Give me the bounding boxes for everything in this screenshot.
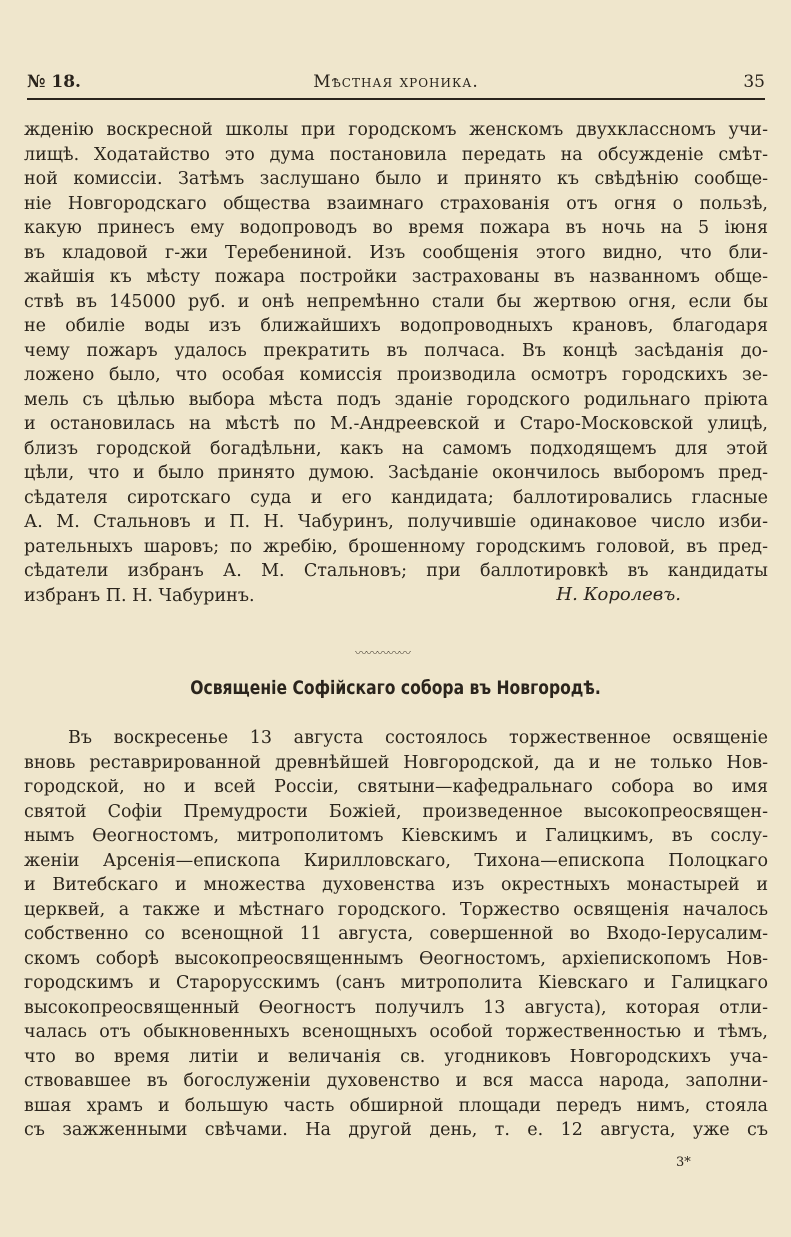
- text-line: вшая храмъ и большую часть обширной площади передъ нимъ, стояла: [24, 1095, 768, 1116]
- text-line: и Витебскаго и множества духовенства изъ окрестныхъ монастырей и: [24, 875, 768, 895]
- author-signature: Н. Королевъ.: [556, 584, 681, 605]
- text-line: ной комиссіи. Затѣмъ заслушано было и принято къ свѣдѣнію сообще-: [24, 169, 768, 189]
- text-line: жайшія къ мѣсту пожара постройки застрахованы въ названномъ обще-: [24, 267, 768, 287]
- text-line: городскимъ и Старорусскимъ (санъ митрополита Кіевскаго и Галицкаго: [24, 973, 768, 993]
- text-line: мель съ цѣлью выбора мѣста подъ зданіе городского родильнаго пріюта: [24, 389, 768, 410]
- text-line: городской, но и всей Россіи, святыни—кафедральнаго собора во имя: [24, 777, 768, 797]
- text-line: съ зажженными свѣчами. На другой день, т. е. 12 августа, уже съ: [24, 1120, 768, 1140]
- text-line: ствѣ въ 145000 руб. и онѣ непремѣнно стали бы жертвою огня, если бы: [24, 291, 768, 312]
- text-line: высокопреосвященный Ѳеогностъ получилъ 13 августа), которая отли-: [24, 997, 768, 1018]
- text-line: женіи Арсенія—епископа Кирилловскаго, Тихона—епископа Полоцкаго: [24, 850, 768, 871]
- issue-number: № 18.: [27, 72, 81, 92]
- text-line: цѣли, что и было принято думою. Засѣданіе окончилось выборомъ пред-: [24, 463, 768, 483]
- paragraph-chronicle: [24, 118, 768, 608]
- text-line: какую принесъ ему водопроводъ во время пожара въ ночь на 5 іюня: [24, 218, 768, 238]
- header-rule: [27, 98, 765, 100]
- article-title: Освященіе Софійскаго собора въ Новгородѣ.: [190, 677, 601, 699]
- text-line: сѣдатели избранъ А. М. Стальновъ; при баллотировкѣ въ кандидаты: [24, 561, 768, 581]
- text-line: чему пожаръ удалось прекратить въ полчаса. Въ концѣ засѣданія до-: [24, 340, 768, 361]
- text-line: не обиліе воды изъ ближайшихъ водопроводныхъ крановъ, благодаря: [24, 316, 768, 336]
- section-divider-ornament: 〰〰〰〰〰: [355, 646, 411, 660]
- section-heading: Мѣстная хроника.: [313, 72, 479, 92]
- text-line: ніе Новгородскаго общества взаимнаго страхованія отъ огня о пользѣ,: [24, 193, 768, 214]
- page-number: 35: [743, 72, 765, 92]
- text-line: въ кладовой г-жи Теребениной. Изъ сообщенія этого видно, что бли-: [24, 242, 768, 263]
- text-line: жденію воскресной школы при городскомъ женскомъ двухклассномъ учи-: [24, 120, 768, 140]
- text-line: Въ воскресенье 13 августа состоялось торжественное освященіе: [68, 728, 768, 748]
- text-line: чалась отъ обыкновенныхъ всенощныхъ особой торжественностью и тѣмъ,: [24, 1022, 768, 1042]
- text-line: А. М. Стальновъ и П. Н. Чабуринъ, получившіе одинаковое число изби-: [24, 512, 768, 532]
- text-line: лищѣ. Ходатайство это дума постановила передать на обсужденіе смѣт-: [24, 144, 768, 165]
- text-line: что во время литіи и величанія св. угодниковъ Новгородскихъ уча-: [24, 1046, 768, 1067]
- text-line: нымъ Ѳеогностомъ, митрополитомъ Кіевскимъ и Галицкимъ, въ сослу-: [24, 826, 768, 846]
- text-line: вновь реставрированной древнѣйшей Новгородской, да и не только Нов-: [24, 752, 768, 773]
- text-line: собственно со всенощной 11 августа, совершенной во Входо-Іерусалим-: [24, 924, 768, 944]
- text-line: рательныхъ шаровъ; по жребію, брошенному городскимъ головой, въ пред-: [24, 536, 768, 557]
- page-header: [27, 64, 765, 94]
- text-line: святой Софіи Премудрости Божіей, произведенное высокопреосвящен-: [24, 801, 768, 822]
- text-line: ствовавшее въ богослуженіи духовенство и вся масса народа, заполни-: [24, 1071, 768, 1091]
- text-line: ложено было, что особая комиссія производила осмотръ городскихъ зе-: [24, 365, 768, 385]
- text-line: и остановилась на мѣстѣ по М.-Андреевской и Старо-Московской улицѣ,: [24, 414, 768, 434]
- signature-mark: 3*: [676, 1155, 691, 1170]
- text-line: церквей, а также и мѣстнаго городского. Торжество освященія началось: [24, 899, 768, 920]
- paragraph-consecration: [24, 726, 768, 1143]
- text-line: близъ городской богадѣльни, какъ на самомъ подходящемъ для этой: [24, 438, 768, 459]
- text-line: избранъ П. Н. Чабуринъ.: [24, 585, 255, 606]
- text-line: скомъ соборѣ высокопреосвященнымъ Ѳеогностомъ, архіепископомъ Нов-: [24, 948, 768, 969]
- text-line: сѣдателя сиротскаго суда и его кандидата; баллотировались гласные: [24, 487, 768, 508]
